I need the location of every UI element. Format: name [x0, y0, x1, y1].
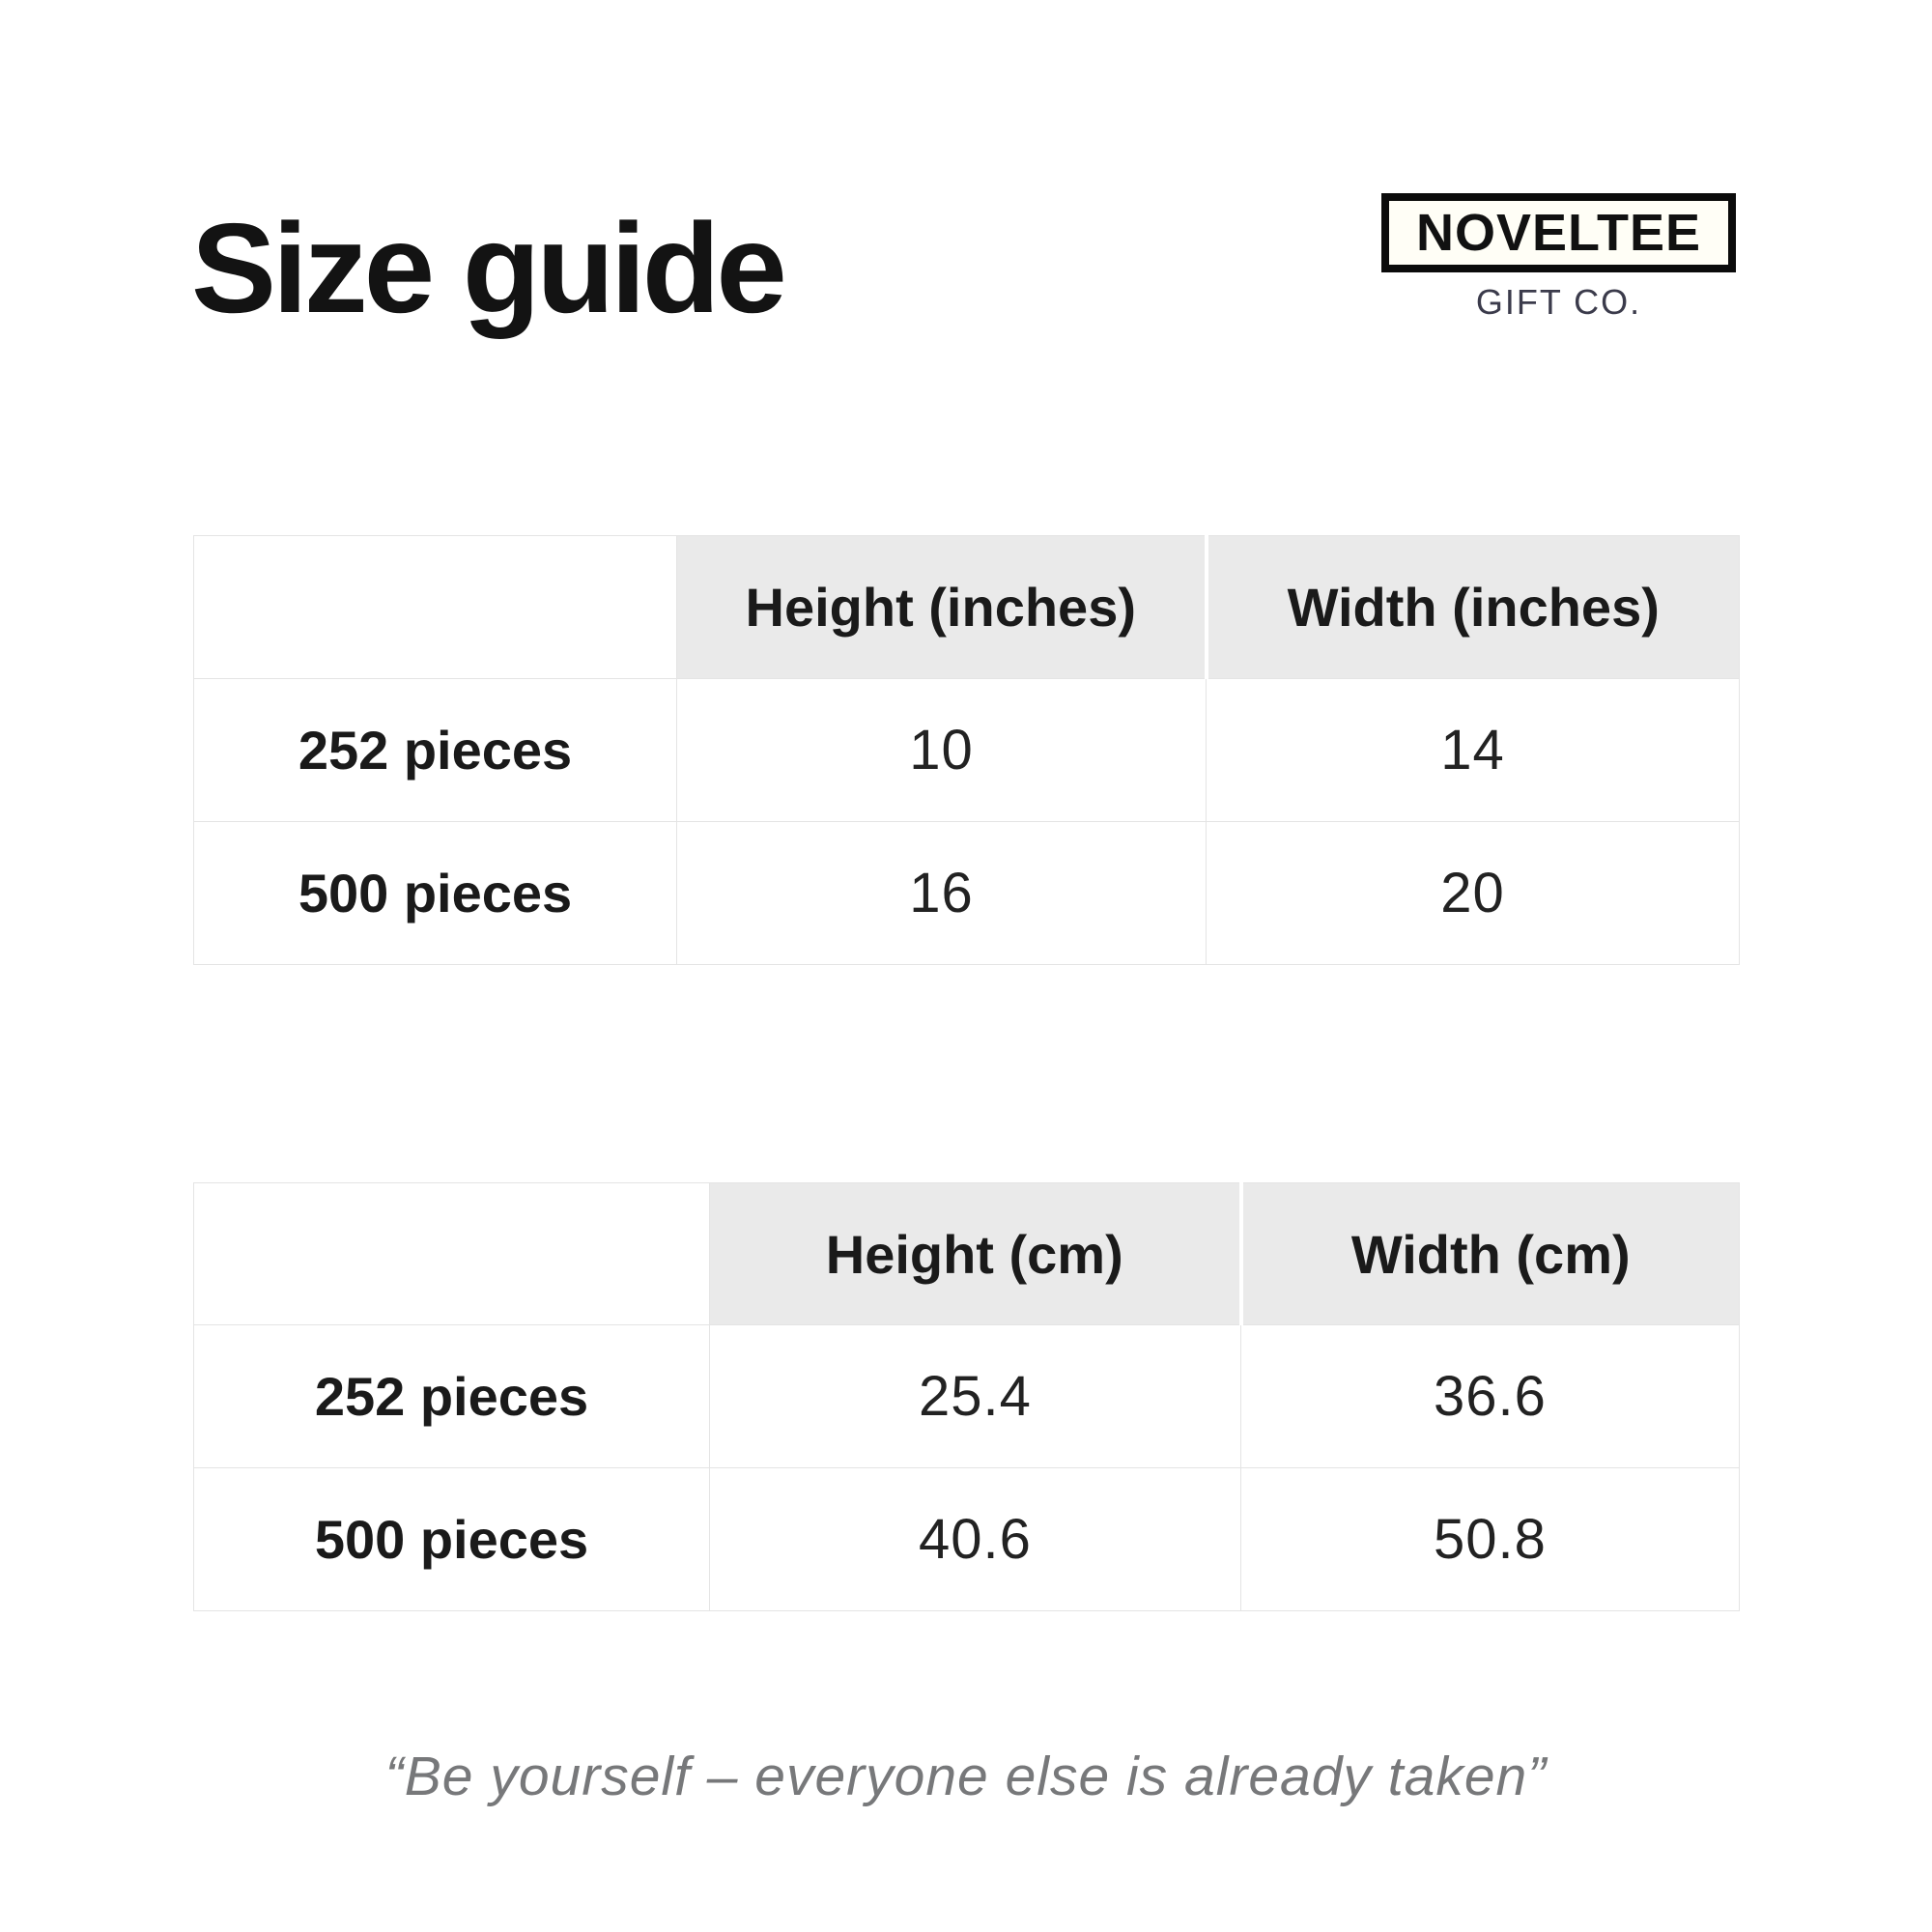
table-row [194, 679, 1740, 822]
cell-value: 20 [1207, 822, 1740, 965]
cell-value: 25.4 [710, 1325, 1241, 1468]
corner-cell [194, 1183, 710, 1325]
quote-text: “Be yourself – everyone else is already taken” [384, 1746, 1548, 1807]
cell-value: 10 [677, 679, 1207, 822]
row-label: 500 pieces [194, 822, 677, 965]
page-title: Size guide [191, 197, 783, 339]
cell-value: 16 [677, 822, 1207, 965]
table-header-row [194, 1183, 1740, 1325]
size-table-cm [193, 1182, 1740, 1611]
row-label: 252 pieces [194, 679, 677, 822]
row-label: 500 pieces [194, 1468, 710, 1611]
table-row [194, 822, 1740, 965]
row-label: 252 pieces [194, 1325, 710, 1468]
column-header-height-inches: Height (inches) [677, 536, 1207, 679]
column-header-width-inches: Width (inches) [1207, 536, 1740, 679]
brand-logo-subtitle: GIFT CO. [1475, 282, 1642, 322]
cell-value: 50.8 [1241, 1468, 1740, 1611]
cell-value: 36.6 [1241, 1325, 1740, 1468]
table-row [194, 1325, 1740, 1468]
size-table-inches [193, 535, 1740, 965]
table-row [194, 1468, 1740, 1611]
corner-cell [194, 536, 677, 679]
brand-logo [1381, 193, 1736, 272]
table-header-row [194, 536, 1740, 679]
cell-value: 14 [1207, 679, 1740, 822]
brand-logo-text: NOVELTEE [1415, 204, 1702, 262]
column-header-width-cm: Width (cm) [1241, 1183, 1740, 1325]
column-header-height-cm: Height (cm) [710, 1183, 1241, 1325]
cell-value: 40.6 [710, 1468, 1241, 1611]
